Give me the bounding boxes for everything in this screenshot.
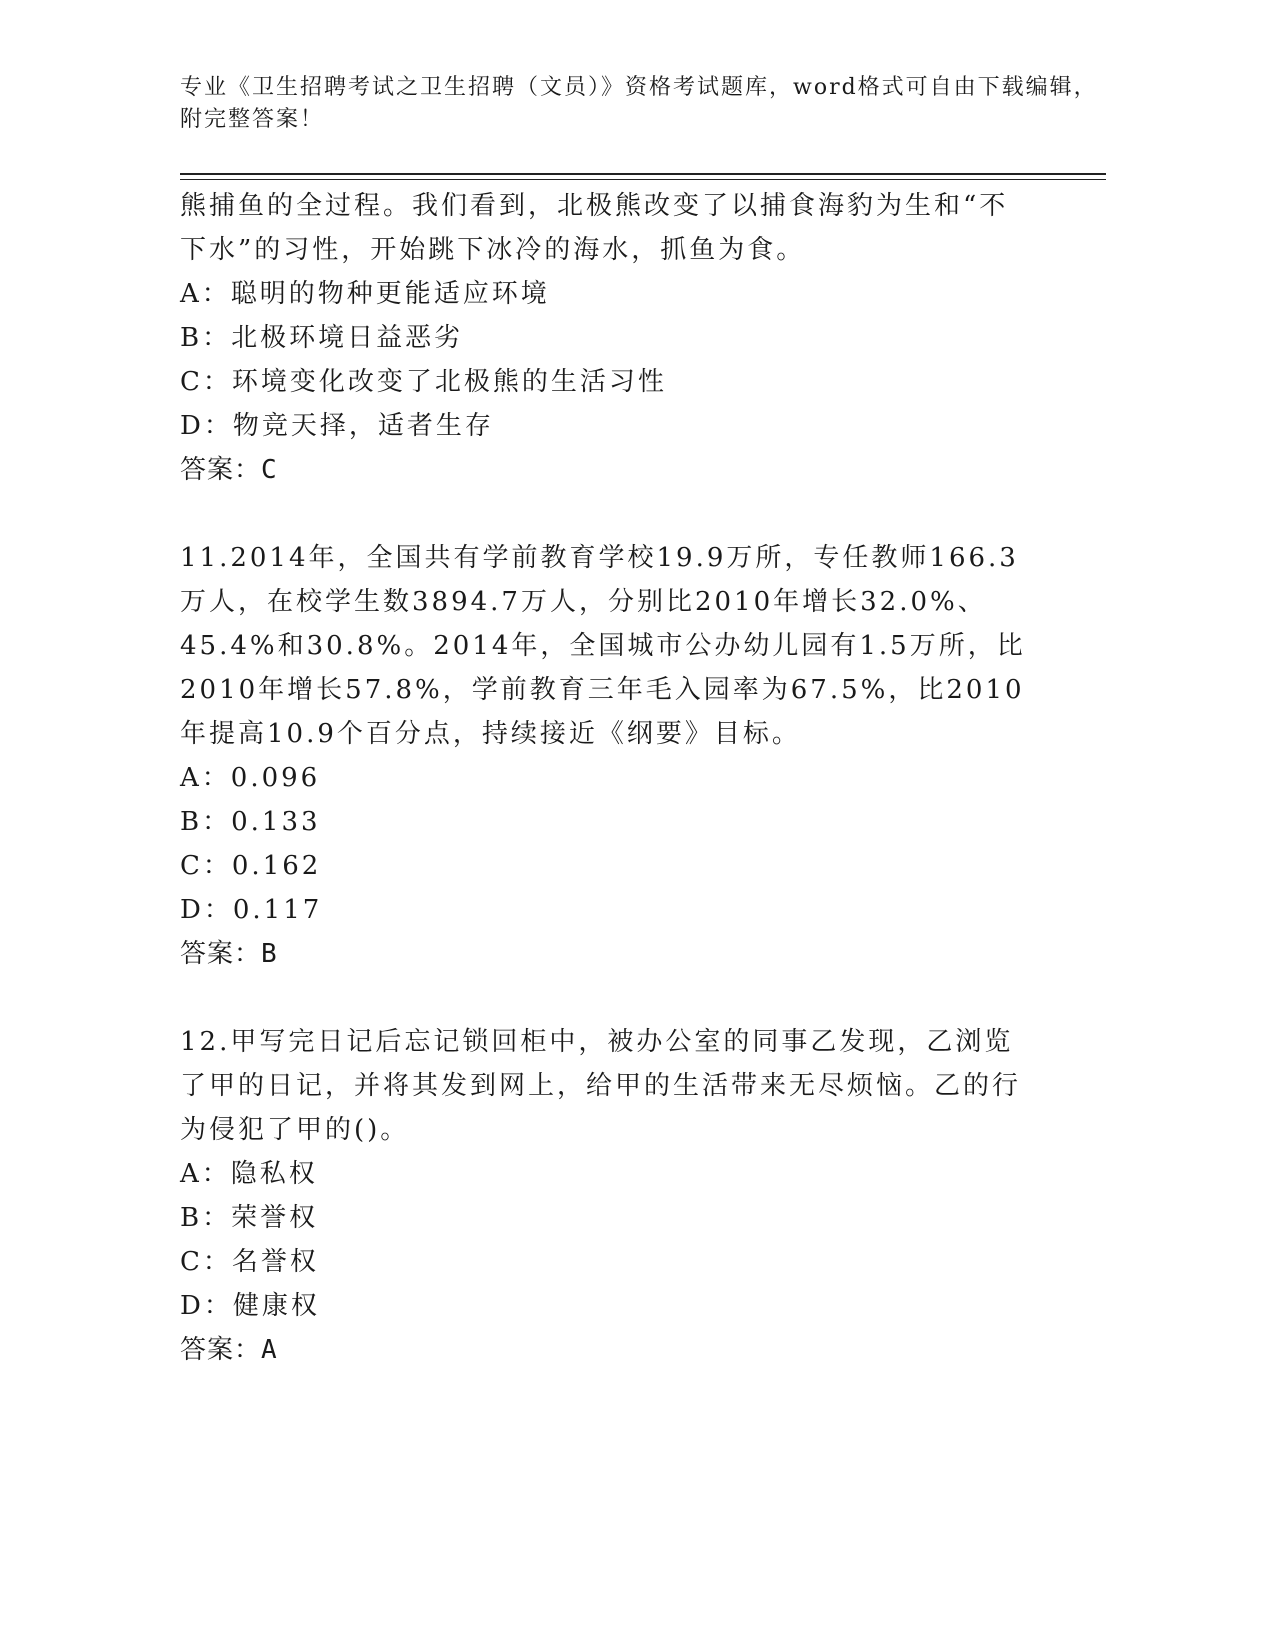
option-c: C：环境变化改变了北极熊的生活习性 <box>180 367 667 397</box>
header-divider-thick <box>180 173 1106 175</box>
answer <box>180 448 1030 492</box>
option-a: A：0.096 <box>180 763 321 793</box>
option-b: B：荣誉权 <box>180 1203 319 1233</box>
question-text: 熊捕鱼的全过程。我们看到，北极熊改变了以捕食海豹为生和“不下水”的习性，开始跳下冰冷的海水，抓鱼为食。 <box>180 191 1009 265</box>
option-d: D：0.117 <box>180 895 323 925</box>
answer-label: 答案： <box>180 455 262 485</box>
header-divider-thin <box>180 179 1106 180</box>
option-a: A：隐私权 <box>180 1159 318 1189</box>
answer-label: 答案： <box>180 939 262 969</box>
option-c: C：名誉权 <box>180 1247 319 1277</box>
question-text: 12.甲写完日记后忘记锁回柜中，被办公室的同事乙发现，乙浏览了甲的日记，并将其发到网上，给甲的生活带来无尽烦恼。乙的行为侵犯了甲的()。 <box>180 1027 1022 1145</box>
question-10 <box>180 184 1030 492</box>
answer-value: B <box>261 939 278 969</box>
answer <box>180 932 1030 976</box>
option-a: A：聪明的物种更能适应环境 <box>180 279 550 309</box>
document-header: 专业《卫生招聘考试之卫生招聘（文员）》资格考试题库，word格式可自由下载编辑，附完整答案！ <box>180 75 1098 132</box>
question-11 <box>180 536 1030 976</box>
answer <box>180 1328 1030 1372</box>
option-d: D：健康权 <box>180 1291 320 1321</box>
question-text: 11.2014年，全国共有学前教育学校19.9万所，专任教师166.3万人，在校学生数3894.7万人，分别比2010年增长32.0%、45.4%和30.8%。2014年，全国城市公办幼儿园有1.5万所，比2010年增长57.8%，学前教育三年毛入园率为67.5%，比2010年提高10.9个百分点，持续接近《纲要》目标。 <box>180 543 1026 749</box>
question-spacer <box>180 976 1030 1020</box>
question-12 <box>180 1020 1030 1372</box>
answer-value: A <box>261 1335 278 1365</box>
answer-value: C <box>261 455 278 485</box>
option-c: C：0.162 <box>180 851 322 881</box>
option-b: B：北极环境日益恶劣 <box>180 323 464 353</box>
option-b: B：0.133 <box>180 807 321 837</box>
question-spacer <box>180 492 1030 536</box>
option-d: D：物竞天择，适者生存 <box>180 411 494 441</box>
answer-label: 答案： <box>180 1335 262 1365</box>
document-body <box>180 184 1030 1372</box>
